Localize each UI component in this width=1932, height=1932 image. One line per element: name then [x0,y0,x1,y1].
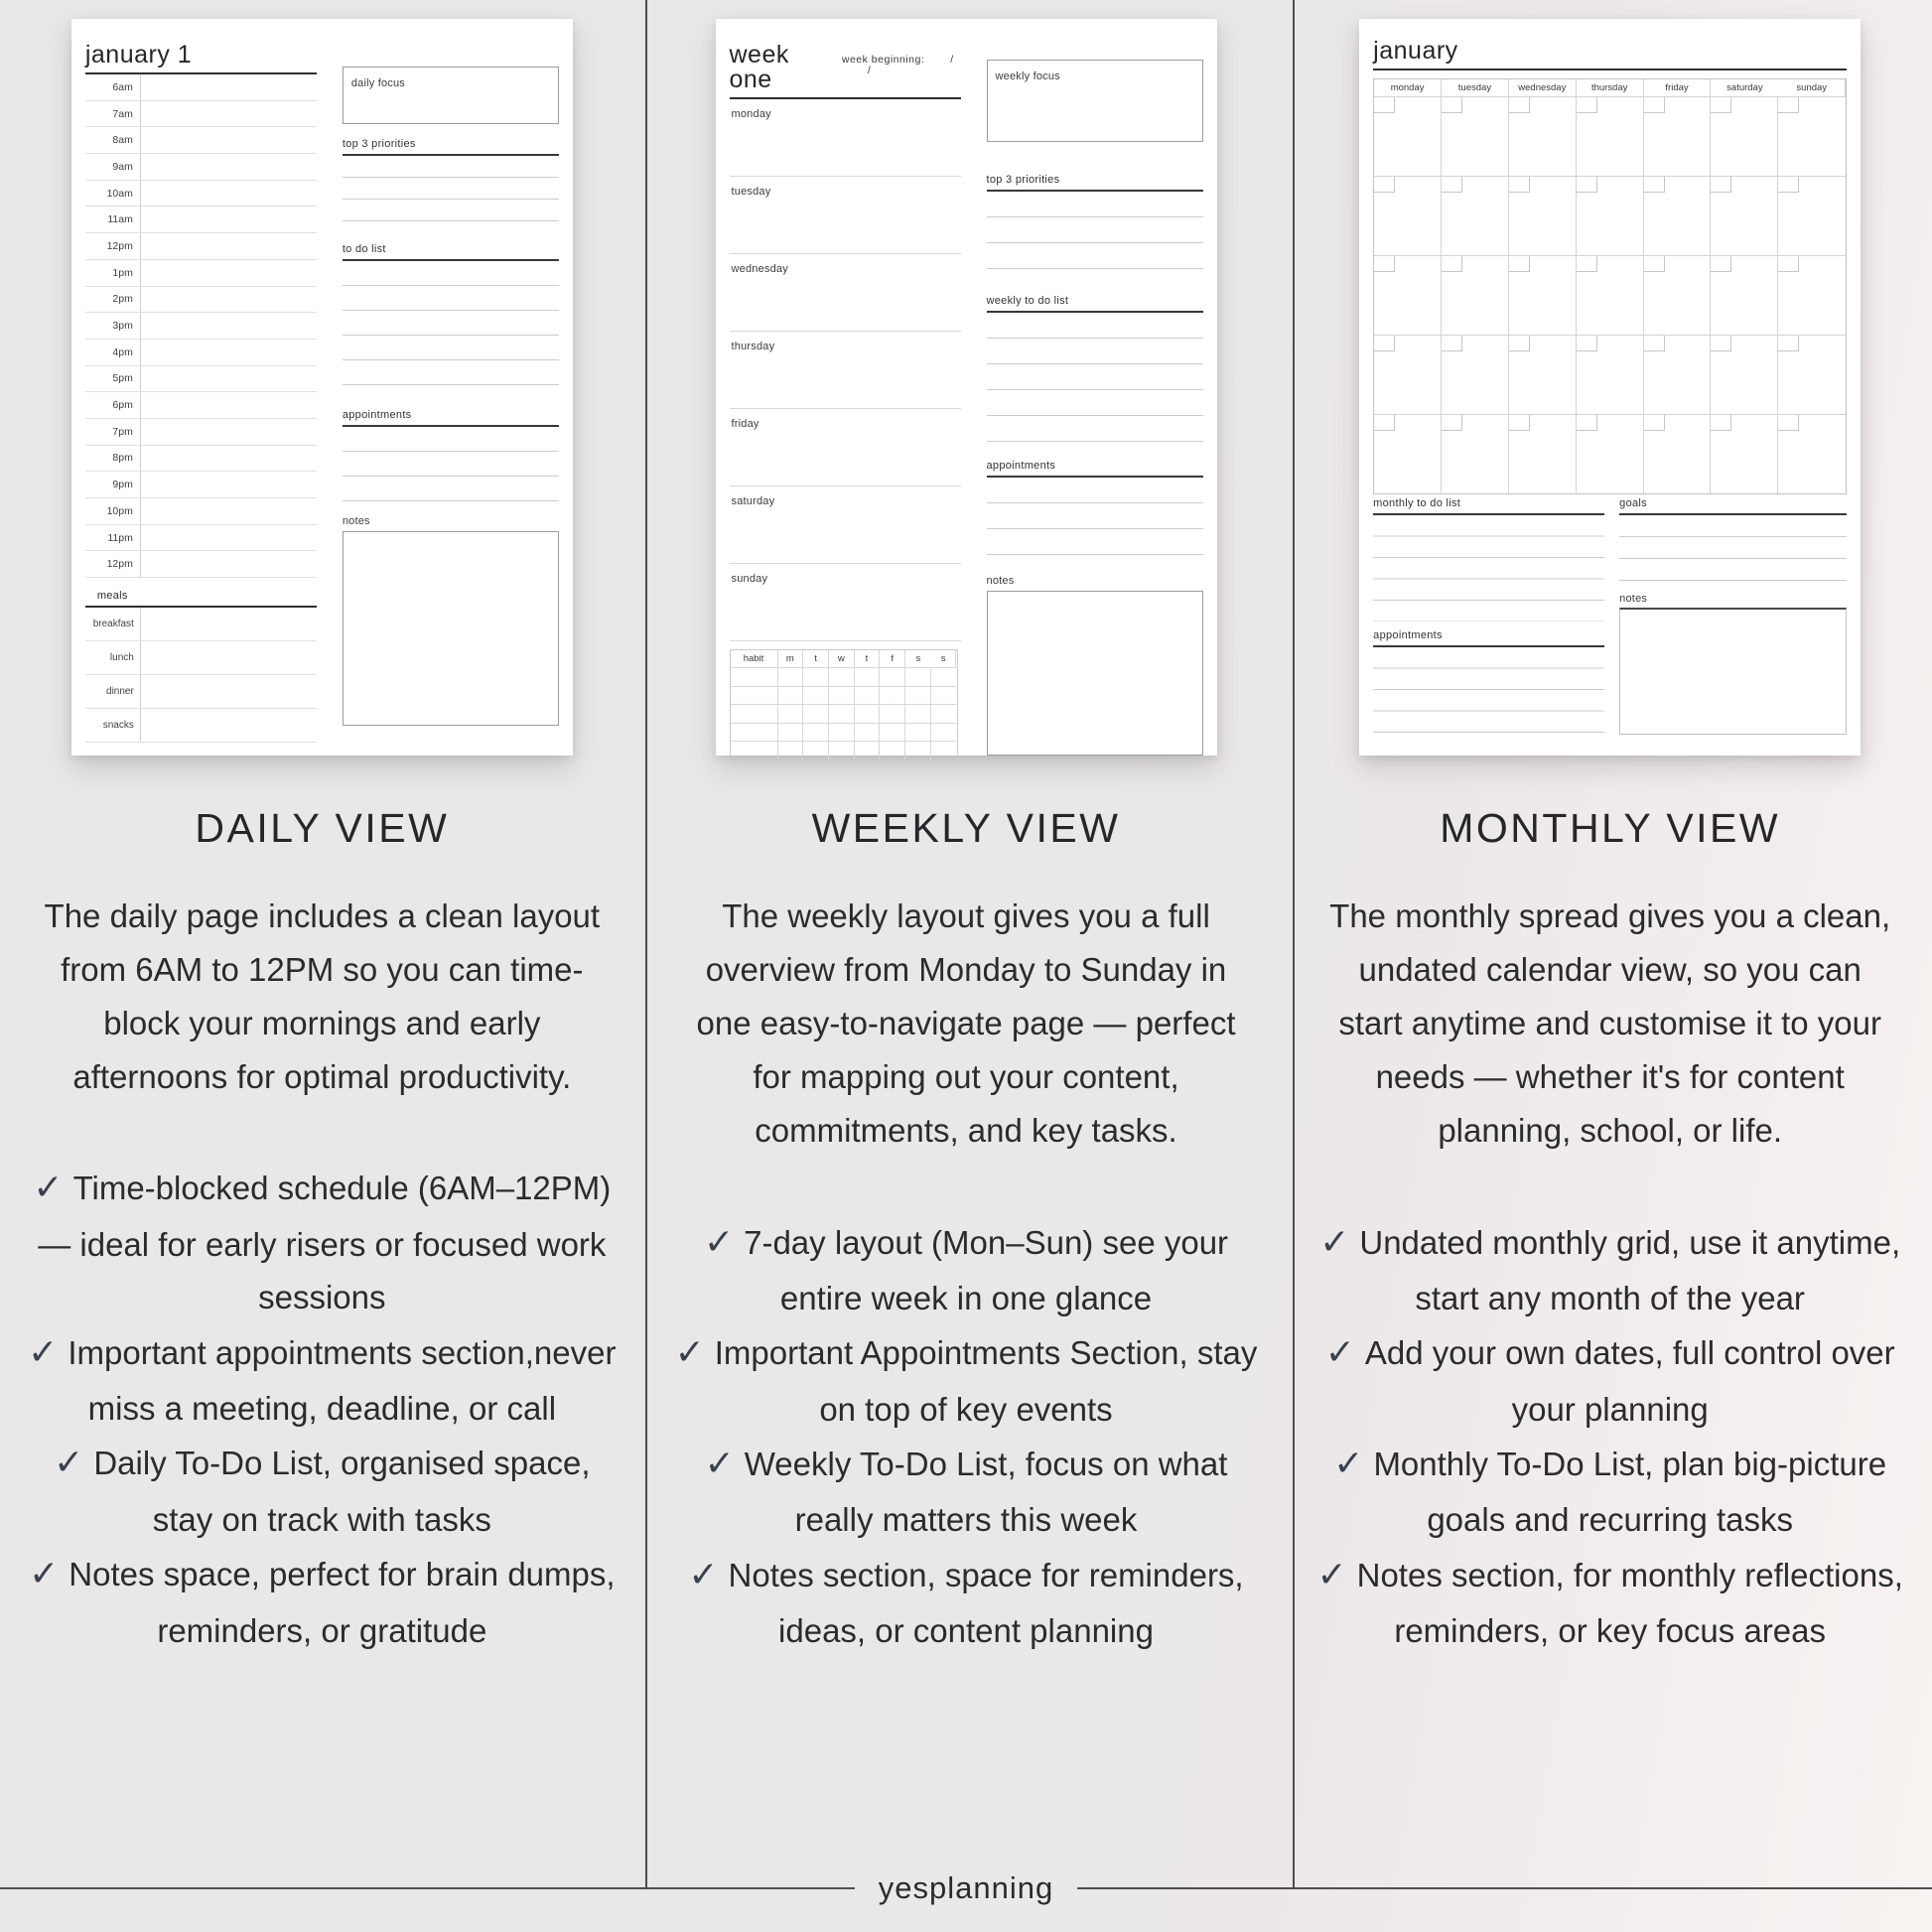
time-label: 6pm [85,392,141,418]
goals-title: goals [1619,497,1847,515]
feature-item [664,1214,1268,1325]
habit-tracker-grid [731,667,957,759]
feature-text: Weekly To-Do List, focus on what really matters this week [744,1446,1228,1539]
monthly-column [1288,0,1932,1932]
ruled-lines [343,156,559,221]
time-label: 4pm [85,340,141,365]
time-cell [141,313,317,339]
weekday-label: wednesday [731,263,788,275]
time-cell [141,419,317,445]
check-icon: ✓ [1319,1221,1350,1263]
time-cell [141,127,317,153]
weekday-block [730,486,961,564]
meal-cell [141,709,317,742]
monthly-calendar [1373,78,1847,494]
time-slot-row [85,419,317,446]
weekday-label: thursday [731,341,775,352]
meal-label: snacks [85,709,141,742]
footer [0,1870,1932,1906]
daily-page-title: january 1 [85,43,317,74]
time-cell [141,101,317,127]
meal-label: dinner [85,675,141,708]
monthly-page-title: january [1373,39,1847,70]
feature-text: Notes section, for monthly reflections, reminders, or key focus areas [1356,1556,1903,1650]
daily-column [0,0,644,1932]
ruled-lines [1373,647,1604,733]
meal-row [85,709,317,743]
todo-section [343,243,559,385]
meals-section-title: meals [85,590,317,608]
weekly-view-description: The weekly layout gives you a full overview from Monday to Sunday in one easy-to-navigate page — perfect for mapping out your content, commitments, and key tasks. [696,897,1236,1150]
appointments-title: appointments [1373,629,1604,647]
time-slot-row [85,446,317,473]
notes-section [1619,593,1847,735]
time-cell [141,181,317,207]
time-label: 8am [85,127,141,153]
week-beginning-label: week beginning: [841,54,925,66]
monthly-left-sections [1373,497,1604,735]
date-slash: / [950,54,954,66]
notes-title: notes [1619,593,1648,605]
appointments-section [343,409,559,501]
weekday-block [730,254,961,332]
feature-item [1309,1214,1912,1325]
notes-title: notes [986,575,1015,587]
notes-section [987,575,1203,756]
check-icon: ✓ [1316,1554,1347,1595]
time-label: 5pm [85,366,141,392]
time-cell [141,551,317,577]
todo-title: to do list [343,243,559,261]
weekday-header-cell: tuesday [1442,79,1509,96]
appointments-title: appointments [343,409,559,427]
check-icon: ✓ [29,1554,60,1595]
check-icon: ✓ [1333,1444,1364,1485]
time-cell [141,472,317,497]
daily-side-sections [343,67,559,726]
weekday-header-cell: monday [1374,79,1442,96]
habit-header-cell: w [829,650,855,667]
feature-item [20,1546,623,1657]
check-icon: ✓ [703,1221,735,1263]
notes-title: notes [342,515,370,527]
column-divider-left [645,0,647,1889]
weekday-block [730,177,961,254]
feature-item [20,1435,623,1546]
meal-label: breakfast [85,608,141,640]
goals-section [1619,497,1847,581]
meal-row [85,641,317,675]
time-slot-row [85,472,317,498]
week-beginning [842,55,961,75]
monthly-right-sections [1619,497,1847,735]
time-label: 6am [85,74,141,100]
meals-list [85,608,317,743]
weekly-page-header [730,43,961,99]
feature-text: Time-blocked schedule (6AM–12PM) — ideal for early risers or focused work sessions [38,1170,612,1316]
weekday-header-cell: wednesday [1509,79,1577,96]
date-slash: / [867,64,872,76]
time-label: 7pm [85,419,141,445]
time-cell [141,207,317,232]
habit-header-cell: s [915,653,921,664]
feature-item [20,1324,623,1436]
weekly-view-title: WEEKLY VIEW [811,805,1121,851]
habit-header-cell: habit [731,650,778,667]
time-label: 11pm [85,525,141,551]
check-icon: ✓ [28,1331,59,1373]
time-slot-row [85,392,317,419]
time-slot-row [85,340,317,366]
time-label: 9pm [85,472,141,497]
weekday-block [730,332,961,409]
weekday-label: tuesday [731,186,771,198]
daily-focus-box [343,67,559,124]
habit-header-cell: t [855,650,881,667]
notes-section [343,515,559,726]
time-cell [141,366,317,392]
column-divider-right [1293,0,1295,1889]
time-slot-row [85,74,317,101]
notes-box [987,591,1203,756]
time-slot-row [85,233,317,260]
time-cell [141,498,317,524]
daily-view-title: DAILY VIEW [195,805,450,851]
time-slot-row [85,313,317,340]
time-label: 12pm [85,233,141,259]
feature-text: Notes space, perfect for brain dumps, reminders, or gratitude [69,1556,616,1649]
habit-header-cell: f [880,650,905,667]
monthly-todo-section [1373,497,1604,621]
todo-section [987,295,1203,442]
feature-item [1309,1324,1912,1436]
weekly-feature-list [664,1214,1268,1658]
habit-header-cell: m [778,650,804,667]
time-slot-row [85,498,317,525]
footer-line-left [0,1887,855,1889]
weekday-label: monday [731,108,771,120]
time-cell [141,446,317,472]
time-label: 7am [85,101,141,127]
time-label: 10am [85,181,141,207]
time-slot-row [85,181,317,207]
weekday-label: friday [731,418,759,430]
monthly-view-title: MONTHLY VIEW [1440,805,1781,851]
time-cell [141,74,317,100]
meal-row [85,675,317,709]
time-label: 9am [85,154,141,180]
time-cell [141,525,317,551]
time-cell [141,233,317,259]
notes-box [343,531,559,726]
time-label: 3pm [85,313,141,339]
time-label: 8pm [85,446,141,472]
weekday-block [730,409,961,486]
habit-tracker-header [731,650,957,667]
time-slot-row [85,101,317,128]
ruled-lines [987,313,1203,442]
ruled-lines [987,192,1203,269]
weekday-header-cell: saturday [1726,82,1763,93]
time-slot-list [85,74,317,578]
habit-header-cell: s [931,650,957,667]
check-icon: ✓ [674,1332,705,1374]
time-slot-row [85,287,317,314]
appointments-section [987,460,1203,555]
weekday-header-cell: thursday [1577,79,1644,96]
top-priorities-section [987,174,1203,269]
top-priorities-title: top 3 priorities [987,174,1203,192]
ruled-lines [987,478,1203,555]
check-icon: ✓ [33,1168,64,1209]
time-cell [141,260,317,286]
time-slot-row [85,207,317,233]
weekly-planner-page [716,19,1217,756]
monthly-feature-list [1309,1214,1912,1658]
daily-view-description: The daily page includes a clean layout from 6AM to 12PM so you can time-block your mornings and early afternoons for optimal productivity. [44,897,601,1096]
monthly-view-description: The monthly spread gives you a clean, undated calendar view, so you can start anytime and customise it to your needs — whether it's for content planning, school, or life. [1329,897,1891,1150]
weekly-column [644,0,1289,1932]
check-icon: ✓ [1324,1332,1355,1374]
top-priorities-title: top 3 priorities [343,138,559,156]
time-slot-row [85,551,317,578]
time-label: 1pm [85,260,141,286]
feature-text: 7-day layout (Mon–Sun) see your entire week in one glance [744,1223,1229,1316]
ruled-lines [343,427,559,501]
weekly-focus-label: weekly focus [995,70,1060,82]
appointments-title: appointments [987,460,1203,478]
ruled-lines [343,261,559,385]
notes-box [1619,608,1847,735]
feature-text: Important Appointments Section, stay on top of key events [714,1334,1258,1428]
time-slot-row [85,127,317,154]
footer-line-right [1077,1887,1932,1889]
check-icon: ✓ [54,1443,84,1484]
calendar-grid [1374,96,1846,493]
weekly-side-sections [987,60,1203,756]
time-cell [141,154,317,180]
meal-cell [141,641,317,674]
daily-feature-list [20,1160,623,1657]
weekday-block [730,564,961,641]
time-cell [141,340,317,365]
weekday-label: saturday [731,495,775,507]
time-label: 10pm [85,498,141,524]
brand-name: yesplanning [878,1870,1054,1905]
feature-text: Undated monthly grid, use it anytime, start any month of the year [1359,1223,1901,1316]
daily-schedule [85,74,317,743]
feature-text: Daily To-Do List, organised space, stay on track with tasks [93,1445,591,1538]
weekly-focus-box [987,60,1203,142]
ruled-lines [1619,515,1847,581]
feature-item [664,1547,1268,1658]
todo-title: weekly to do list [987,295,1203,313]
time-cell [141,287,317,313]
calendar-weekday-header [1374,79,1846,96]
ruled-lines [1373,515,1604,621]
feature-text: Monthly To-Do List, plan big-picture goals and recurring tasks [1373,1446,1887,1539]
meal-cell [141,675,317,708]
time-label: 12pm [85,551,141,577]
weekday-label: sunday [731,573,768,585]
monthly-todo-title: monthly to do list [1373,497,1604,515]
time-label: 11am [85,207,141,232]
weekday-blocks [730,99,961,641]
daily-focus-label: daily focus [350,77,405,89]
monthly-bottom-sections [1373,497,1847,735]
weekly-page-title: week one [729,41,789,93]
time-slot-row [85,525,317,552]
weekday-header-cell: sunday [1778,79,1846,96]
meal-row [85,608,317,641]
feature-item [664,1436,1268,1547]
feature-item [1309,1547,1912,1658]
appointments-section [1373,629,1604,733]
time-slot-row [85,154,317,181]
time-slot-row [85,366,317,393]
feature-item [20,1160,623,1323]
feature-text: Notes section, space for reminders, ideas, or content planning [728,1556,1244,1650]
check-icon: ✓ [688,1554,719,1595]
time-slot-row [85,260,317,287]
time-label: 2pm [85,287,141,313]
habit-header-cell: t [803,650,829,667]
weekday-header-cell: friday [1644,79,1712,96]
feature-text: Important appointments section,never miss a meeting, deadline, or call [68,1333,617,1427]
feature-item [1309,1436,1912,1547]
monthly-planner-page [1359,19,1861,756]
meal-label: lunch [85,641,141,674]
daily-planner-page [71,19,573,756]
habit-tracker [730,649,958,760]
time-cell [141,392,317,418]
top-priorities-section [343,138,559,221]
feature-text: Add your own dates, full control over your planning [1364,1334,1895,1428]
meal-cell [141,608,317,640]
weekday-block [730,99,961,177]
check-icon: ✓ [704,1444,735,1485]
feature-item [664,1324,1268,1436]
